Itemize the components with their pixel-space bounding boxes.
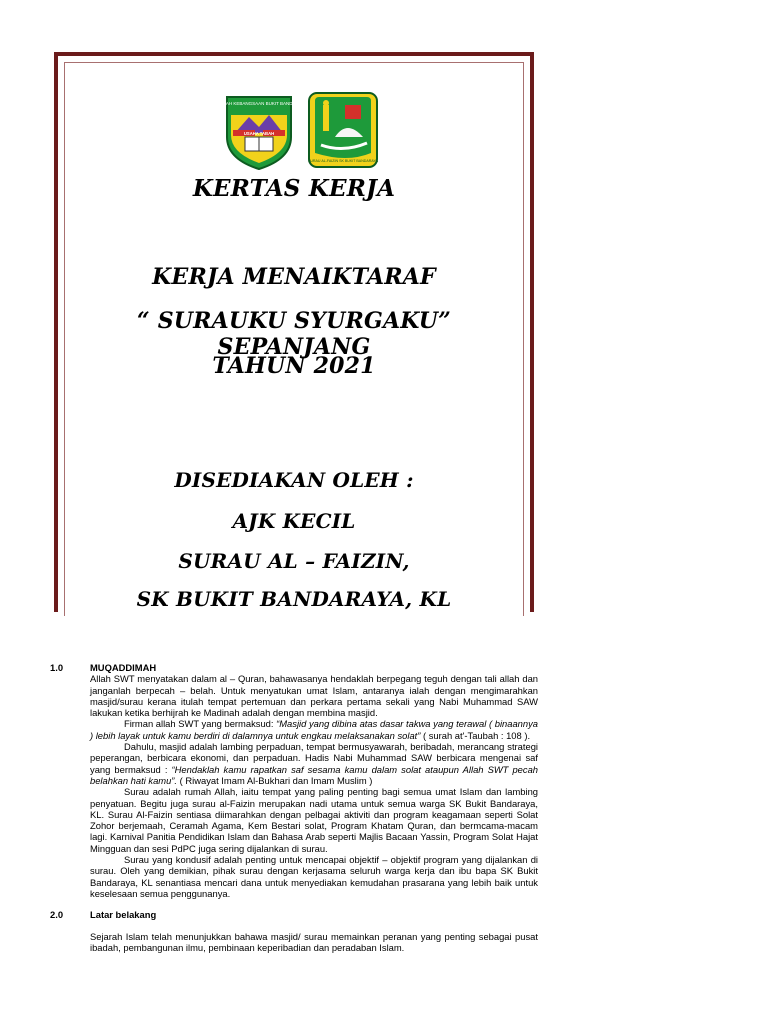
section-1-paragraph-1: Allah SWT menyatakan dalam al – Quran, bahawasanya hendaklah berpegang teguh dengan tali allah dan janganlah berpecah – belah. Untuk menyatukan umat Islam, antaranya ialah dengan mengimarahkan masjid/surau kerana itulah tempat pertemuan dan perkara pertama sekali yang Nabi Muhammad SAW lakukan ketika berhijrah ke Madinah adalah dengan membina masjid. xyxy=(90,673,538,719)
cover-inner-border xyxy=(64,62,524,616)
p3-lead: Dahulu, masjid adalah lambing perpaduan, tempat bermusyawarah, beribadah, merancang strategi peperangan, berbicara ekonomi, dan perpaduan. Hadis Nabi Muhammad SAW berbicara mengenai saf yang bermaksud : xyxy=(90,741,538,775)
cover-title: KERTAS KERJA xyxy=(192,175,396,202)
section-1-number: 1.0 xyxy=(50,662,64,673)
section-1-heading xyxy=(50,662,538,673)
p2-source: ( surah at'-Taubah : 108 ). xyxy=(420,729,531,741)
section-1-paragraph-2 xyxy=(90,718,538,741)
section-gap-2 xyxy=(50,921,538,931)
section-2-paragraph-1: Sejarah Islam telah menunjukkan bahawa masjid/ surau memainkan peranan yang penting sebagai pusat ibadah, pembangunan ilmu, pembinaan keperibadian dan peradaban Islam. xyxy=(90,930,538,953)
p2-quote: “Masjid yang dibina atas dasar takwa yang terawal ( binaannya ) lebih layak untuk kamu berdiri di dalamnya untuk engkau melaksanakan solat” xyxy=(90,718,539,741)
section-1-content xyxy=(90,673,538,899)
section-2-number: 2.0 xyxy=(50,909,64,921)
cover-subtitle-line2: “ SURAUKU SYURGAKU” SEPANJANG xyxy=(136,308,451,360)
document-body xyxy=(50,662,538,953)
cover-org-line2: SURAU AL – FAIZIN, xyxy=(178,549,410,573)
p2-lead: Firman allah SWT yang bermaksud: xyxy=(124,718,277,730)
logo-row xyxy=(65,91,523,171)
p3-source: ( Riwayat Imam Al-Bukhari dan Imam Muslim ) xyxy=(177,774,373,786)
section-2-heading xyxy=(50,909,538,920)
section-1-paragraph-3 xyxy=(90,741,538,786)
surau-logo-text: SURAU AL-FAIZIN SK BUKIT BANDARAYA xyxy=(307,159,379,163)
p3-quote: “Hendaklah kamu rapatkan saf sesama kamu dalam solat ataupun Allah SWT pecah belahkan hati kamu”. xyxy=(90,763,539,786)
section-1-title: MUQADDIMAH xyxy=(90,662,157,673)
cover-subtitle-line3: TAHUN 2021 xyxy=(212,353,376,379)
cover-org-line3: SK BUKIT BANDARAYA, KL xyxy=(136,587,452,611)
section-1-paragraph-5: Surau yang kondusif adalah penting untuk mencapai objektif – objektif program yang dijalankan di surau. Oleh yang demikian, pihak surau dengan kerjasama seluruh warga kerja dan ibu bapa SK Bukit Bandaraya, KL senantiasa mencari dana untuk menyediakan kemudahan prasarana yang lebih baik untuk keselesaan semua penggunanya. xyxy=(90,854,538,899)
section-1-paragraph-4: Surau adalah rumah Allah, iaitu tempat yang paling penting bagi semua umat Islam dan lambing penyatuan. Begitu juga surau al-Faizin merupakan nadi utama untuk semua warga SK Bukit Bandaraya, KL. Surau Al-Faizin sentiasa diimarahkan dengan pelbagai aktiviti dan program keagamaan seperti Solat Zohor berjemaah, Ceramah Agama, Kem Bestari solat, Program Khatam Quran, dan bermcama-macam lagi. Karnival Panitia Pendidikan Islam dan Bahasa Arab seperti Majlis Bacaan Yassin, Program Solat Hajat Mingguan dan sesi PdPC juga sering dijalankan di surau. xyxy=(90,786,538,854)
section-2-content xyxy=(90,931,538,954)
crest-top-text: SEKOLAH KEBANGSAAN BUKIT BANDARAYA xyxy=(210,101,308,106)
surau-logo xyxy=(307,91,379,169)
crest-motto-text: USAHA TABAH xyxy=(243,131,275,136)
cover-org-line1: AJK KECIL xyxy=(232,509,356,533)
cover-prepared-by: DISEDIAKAN OLEH : xyxy=(174,468,414,492)
cover-subtitle-line1: KERJA MENAIKTARAF xyxy=(152,264,436,290)
section-gap xyxy=(50,899,538,909)
cover-page xyxy=(54,52,534,612)
section-2-title: Latar belakang xyxy=(90,909,157,921)
school-crest-logo xyxy=(210,93,308,171)
